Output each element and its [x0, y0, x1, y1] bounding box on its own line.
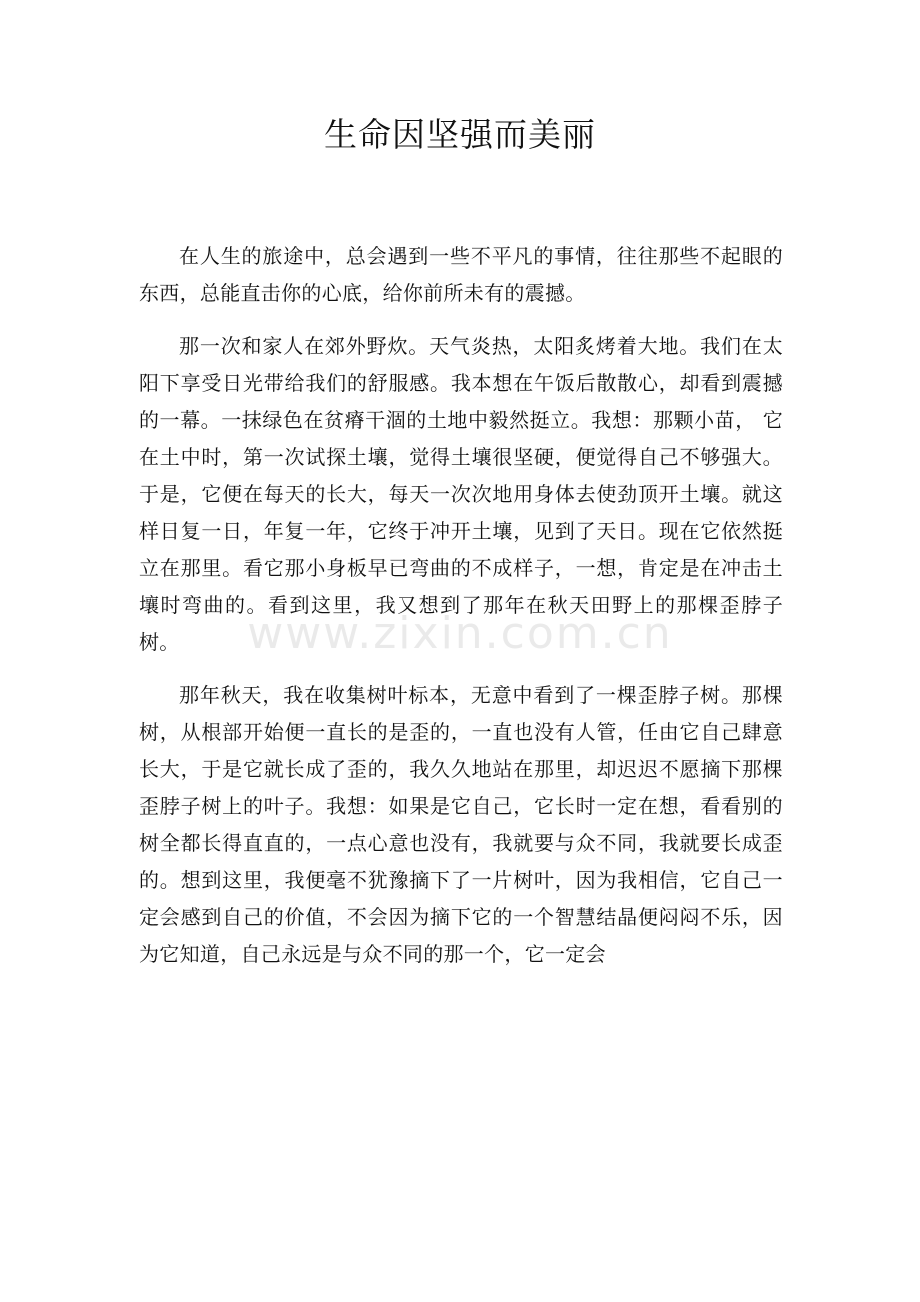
paragraph-2: 那一次和家人在郊外野炊。天气炎热，太阳炙烤着大地。我们在太阳下享受日光带给我们的舒服感。我本想在午饭后散散心，却看到震撼的一幕。一抹绿色在贫瘠干涸的土地中毅然挺立。我想：那颗小苗， 它在土中时，第一次试探土壤，觉得土壤很坚硬，便觉得自己不够强大。于是，它便在每天的长大，每天一次次地用身体去使劲顶开土壤。就这样日复一日，年复一年，它终于冲开土壤，见到了天日。现在它依然挺立在那里。看它那小身板早已弯曲的不成样子，一想，肯定是在冲击土壤时弯曲的。看到这里，我又想到了那年在秋天田野上的那棵歪脖子树。 — [139, 334, 783, 654]
document-body — [139, 238, 783, 989]
document-title: 生命因坚强而美丽 — [324, 115, 596, 154]
paragraph-1: 在人生的旅途中，总会遇到一些不平凡的事情，往往那些不起眼的东西，总能直击你的心底，给你前所未有的震撼。 — [139, 244, 783, 305]
paragraph-3: 那年秋天，我在收集树叶标本，无意中看到了一棵歪脖子树。那棵树，从根部开始便一直长的是歪的，一直也没有人管，任由它自己肆意长大，于是它就长成了歪的，我久久地站在那里，却迟迟不愿摘下那棵歪脖子树上的叶子。我想：如果是它自己，它长时一定在想，看看别的树全都长得直直的，一点心意也没有，我就要与众不同，我就要长成歪的。想到这里，我便毫不犹豫摘下了一片树叶，因为我相信，它自己一定会感到自己的价值，不会因为摘下它的一个智慧结晶便闷闷不乐，因为它知道，自己永远是与众不同的那一个，它一定会 — [139, 683, 783, 966]
watermark: www.zixin.com.cn — [247, 608, 673, 659]
